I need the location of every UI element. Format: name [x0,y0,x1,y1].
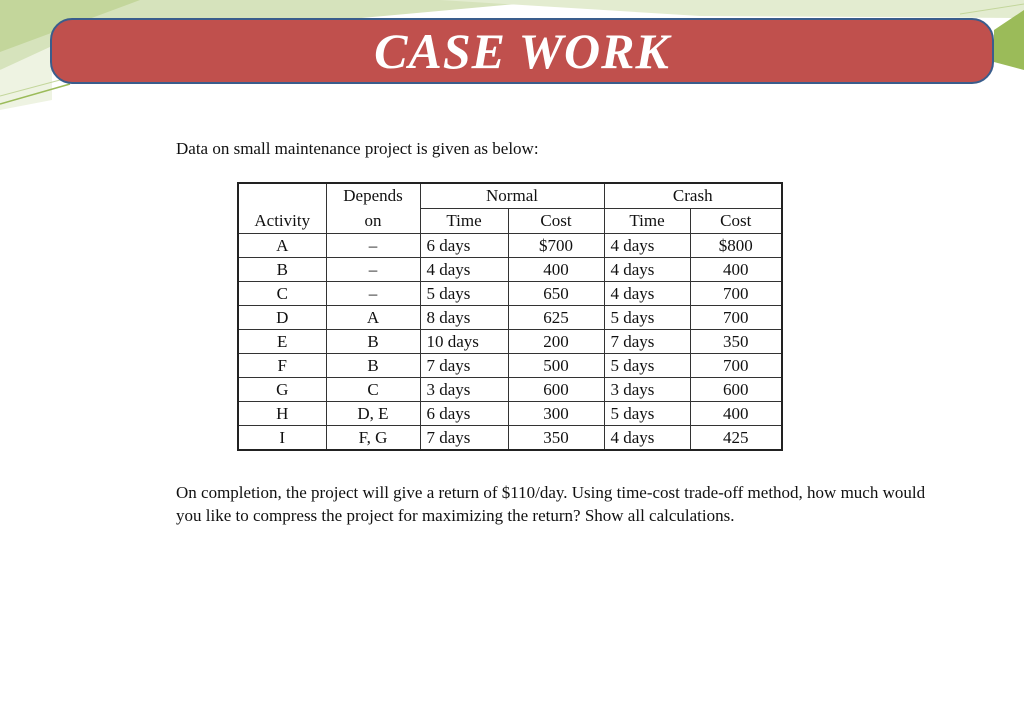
cell-activity: E [238,330,326,354]
cell-normal-cost: 625 [508,306,604,330]
cell-crash-cost: 350 [690,330,782,354]
cell-normal-cost: 650 [508,282,604,306]
table-row [238,330,782,354]
cell-crash-cost: 425 [690,426,782,451]
header-crash: Crash [604,183,782,209]
decoration-band-top [440,0,1024,18]
cell-crash-cost: 400 [690,402,782,426]
decoration-band-right [994,10,1024,70]
cell-depends: B [326,354,420,378]
cell-normal-cost: 400 [508,258,604,282]
table-header-row [238,183,782,209]
cell-normal-time: 8 days [420,306,508,330]
cell-crash-time: 4 days [604,258,690,282]
cell-activity: A [238,234,326,258]
cell-normal-cost: 300 [508,402,604,426]
cell-normal-cost: 600 [508,378,604,402]
cell-activity: F [238,354,326,378]
cell-crash-cost: 700 [690,354,782,378]
header-activity: Activity [238,183,326,234]
table-row [238,258,782,282]
header-normal-cost: Cost [508,209,604,234]
cell-normal-time: 10 days [420,330,508,354]
cell-normal-time: 5 days [420,282,508,306]
cell-crash-cost: 700 [690,282,782,306]
table-row [238,282,782,306]
cell-crash-cost: 600 [690,378,782,402]
cell-depends: B [326,330,420,354]
header-depends-on: on [326,209,420,234]
cell-normal-time: 6 days [420,234,508,258]
header-depends: Depends [326,183,420,209]
cell-crash-time: 5 days [604,402,690,426]
slide-title: CASE WORK [374,23,670,79]
cell-depends: A [326,306,420,330]
cell-crash-cost: 700 [690,306,782,330]
cell-depends: – [326,234,420,258]
table-row [238,234,782,258]
header-normal: Normal [420,183,604,209]
cell-depends: – [326,282,420,306]
cell-crash-time: 5 days [604,354,690,378]
cell-depends: C [326,378,420,402]
cell-normal-time: 7 days [420,354,508,378]
cell-normal-cost: 350 [508,426,604,451]
cell-depends: D, E [326,402,420,426]
cell-activity: H [238,402,326,426]
cell-depends: F, G [326,426,420,451]
cell-activity: C [238,282,326,306]
cell-normal-time: 7 days [420,426,508,451]
table-row [238,402,782,426]
table-row [238,378,782,402]
cell-crash-time: 4 days [604,426,690,451]
project-data-table [237,182,783,451]
intro-text: Data on small maintenance project is given as below: [176,139,539,158]
header-crash-time: Time [604,209,690,234]
cell-crash-time: 4 days [604,282,690,306]
cell-normal-time: 4 days [420,258,508,282]
cell-activity: G [238,378,326,402]
cell-activity: D [238,306,326,330]
table-row [238,426,782,451]
cell-normal-time: 6 days [420,402,508,426]
cell-depends: – [326,258,420,282]
table-row [238,306,782,330]
cell-activity: B [238,258,326,282]
cell-normal-cost: 500 [508,354,604,378]
cell-crash-cost: 400 [690,258,782,282]
title-banner [50,18,994,84]
header-normal-time: Time [420,209,508,234]
table-row [238,354,782,378]
cell-normal-cost: $700 [508,234,604,258]
header-crash-cost: Cost [690,209,782,234]
cell-normal-cost: 200 [508,330,604,354]
cell-crash-time: 3 days [604,378,690,402]
question-text: On completion, the project will give a return of $110/day. Using time-cost trade-off method, how much would you like to compress the project for maximizing the return? Show all calculations. [176,483,926,525]
cell-crash-time: 4 days [604,234,690,258]
cell-normal-time: 3 days [420,378,508,402]
cell-crash-time: 7 days [604,330,690,354]
cell-crash-time: 5 days [604,306,690,330]
cell-crash-cost: $800 [690,234,782,258]
cell-activity: I [238,426,326,451]
